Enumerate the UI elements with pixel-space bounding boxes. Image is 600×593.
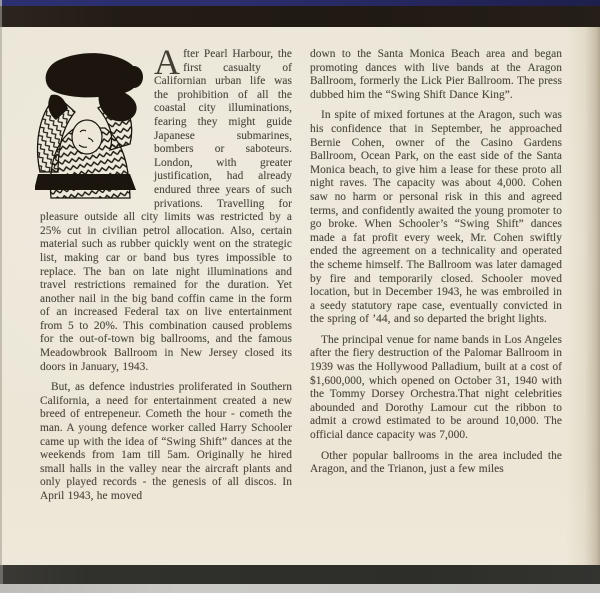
paragraph-other-ballrooms	[310, 450, 562, 477]
paragraph-palladium	[310, 334, 562, 443]
booklet-page	[0, 27, 600, 565]
paragraph-text: The principal venue for name bands in Los Angeles after the fiery destruction of the Palomar Ballroom in 1939 was the Hollywood Palladium, built at a cost of $1,600,000, which opened on October 31, 1940 with the Tommy Dorsey Orchestra.That night celebrities abounded and Dorothy Lamour cut the ribbon to admit a crowd estimated to be around 10,000. The official dance capacity was 7,000.	[310, 333, 562, 442]
drinking-figure-woodcut-illustration	[35, 50, 146, 200]
right-column	[310, 48, 562, 504]
paragraph-aragon-cohen	[310, 109, 562, 327]
text-columns	[0, 27, 600, 504]
paragraph-text: Other popular ballrooms in the area included the Aragon, and the Trianon, just a few miles	[310, 449, 562, 476]
paragraph-after-pearl-harbour	[40, 42, 292, 374]
paragraph-santa-monica	[310, 48, 562, 102]
bottom-dark-band	[0, 565, 600, 584]
top-dark-band	[0, 6, 600, 27]
paragraph-text: fter Pearl Harbour, the first casualty of Californian urban life was the prohibition of all the coastal city illuminations, fearing they might guide Japanese submarines, bombers or saboteurs. London, with greater justification, had already endured three years of such privations. Travelling for pleasure outside all city limits was restricted by a 25% cut in civilian petrol allocation. Also, certain material such as rubber quickly went on the strategic list, making car or band bus tyres impossible to replace. The ban on late night illuminations and travel restrictions remained for the duration. Yet another nail in the big band coffin came in the form of an increased Federal tax on live entertainment from 5 to 20%. This combination caused problems for the out-of-town big ballrooms, and the famous Meadowbrook Ballroom in New Jersey closed its doors in January, 1943.	[40, 48, 292, 373]
bottom-light-band	[0, 584, 600, 593]
left-column	[40, 42, 292, 504]
paragraph-defence-industries	[40, 381, 292, 503]
drop-cap-letter: A	[154, 42, 181, 82]
paragraph-text: But, as defence industries proliferated in Southern California, a need for entertainment created a new breed of entrepeneur. Cometh the hour - cometh the man. A young defence worker called Harry Schooler came up with the idea of “Swing Shift” dances at the weekends from 1am till 5am. Originally he hired small halls in the valley near the aircraft plants and only played records - the genesis of all discos. In April 1943, he moved	[40, 381, 292, 502]
paragraph-text: In spite of mixed fortunes at the Aragon, such was his confidence that in September, he approached Bernie Cohen, owner of the Casino Gardens Ballroom, Ocean Park, on the east side of the Santa Monica beach, to give him a lease for these proto all night raves. The capacity was about 4,000. Cohen saw no harm or personal risk in this and agreed terms, and confidently awaited the young promoter to go broke. When Schooler’s “Swing Shift” dances made a fat profit every week, Mr. Cohen swiftly ended the agreement on a technicality and operated the scheme himself. The Ballroom was later damaged by fire and temporarily closed. Schooler moved location, but in December 1943, he was embroiled in a seedy statutory rape case, eventually convicted in the spring of ’44, and so departed the bright lights.	[310, 109, 562, 326]
paragraph-text: down to the Santa Monica Beach area and began promoting dances with live bands at the Aragon Ballroom, formerly the Lick Pier Ballroom. The press dubbed him the “Swing Shift Dance King”.	[310, 48, 562, 101]
